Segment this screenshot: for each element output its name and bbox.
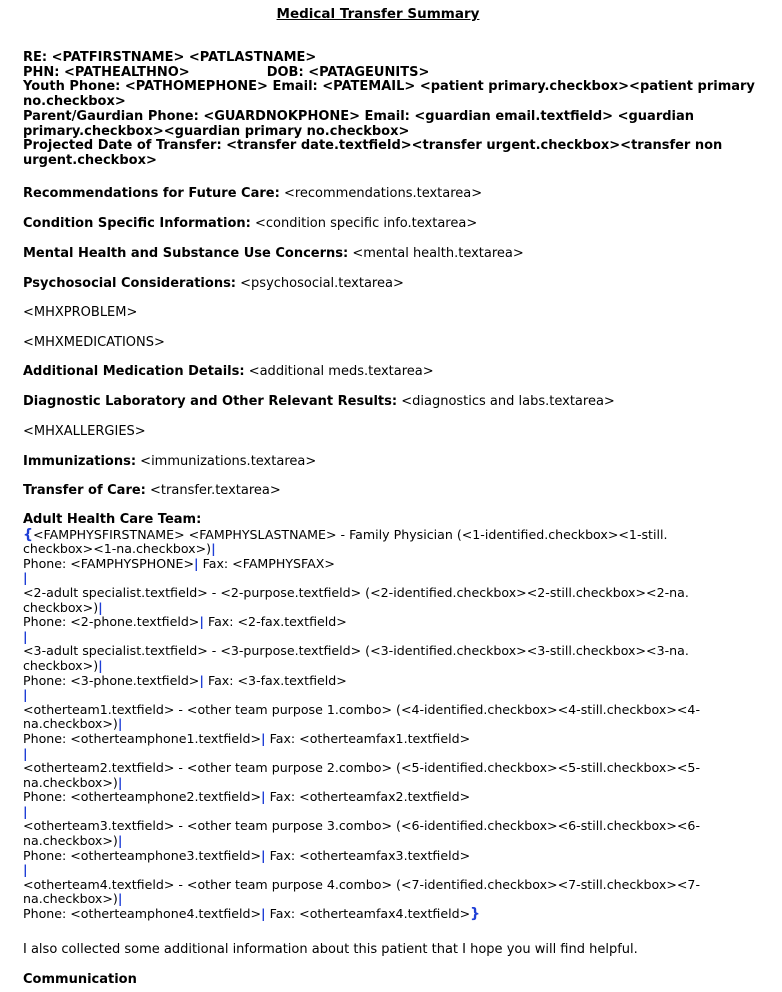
guardian-contact-line: Parent/Gaurdian Phone: <GUARDNOKPHONE> Email: <guardian email.textfield> <guardian primary.checkbox><guardian primary no.checkbox> bbox=[23, 108, 699, 139]
team-member-line-cont bbox=[23, 601, 735, 616]
separator-pipe: | bbox=[261, 906, 266, 922]
separator-line bbox=[23, 571, 735, 586]
team-member-line-cont bbox=[23, 892, 735, 907]
team-member-status: checkbox>) bbox=[23, 657, 99, 673]
section-label: Condition Specific Information: bbox=[23, 216, 251, 231]
team-member-name: <otherteam3.textfield> - <other team purpose 3.combo> (<6-identified.checkbox><6-still.checkbox><6- bbox=[23, 818, 700, 834]
team-member-line bbox=[23, 586, 735, 601]
team-member-line bbox=[23, 761, 735, 776]
section-label: Additional Medication Details: bbox=[23, 364, 245, 379]
section-line bbox=[23, 305, 758, 320]
team-member-contact bbox=[23, 732, 735, 747]
team-member-status: checkbox><1-na.checkbox>) bbox=[23, 541, 212, 557]
re-value: <PATFIRSTNAME> <PATLASTNAME> bbox=[51, 50, 317, 65]
team-member-phone: Phone: <otherteamphone2.textfield> bbox=[23, 789, 262, 805]
section-label: Transfer of Care: bbox=[23, 483, 146, 498]
team-member-phone: Phone: <otherteamphone4.textfield> bbox=[23, 906, 262, 922]
section-placeholder: <recommendations.textarea> bbox=[283, 186, 483, 201]
separator-line bbox=[23, 747, 735, 762]
separator-pipe: | bbox=[199, 672, 204, 688]
team-member-line bbox=[23, 878, 735, 893]
team-member-phone: Phone: <2-phone.textfield> bbox=[23, 614, 200, 630]
youth-contact-line: Youth Phone: <PATHOMEPHONE> Email: <PATEMAIL> <patient primary.checkbox><patient primary no.checkbox> bbox=[23, 79, 760, 110]
team-member-name: <otherteam2.textfield> - <other team purpose 2.combo> (<5-identified.checkbox><5-still.checkbox><5- bbox=[23, 760, 700, 776]
dob-group bbox=[267, 66, 430, 81]
team-member-name: <3-adult specialist.textfield> - <3-purpose.textfield> (<3-identified.checkbox><3-still.checkbox><3-na. bbox=[23, 643, 689, 659]
section-placeholder: <psychosocial.textarea> bbox=[240, 276, 404, 291]
close-brace: } bbox=[470, 906, 481, 923]
team-member-status: na.checkbox>) bbox=[23, 774, 118, 790]
team-member-status: na.checkbox>) bbox=[23, 716, 118, 732]
dob-label: DOB: bbox=[266, 64, 304, 80]
team-member-contact bbox=[23, 907, 735, 922]
team-member-contact bbox=[23, 615, 735, 630]
team-member-line-cont bbox=[23, 659, 735, 674]
phn-dob-line bbox=[23, 66, 758, 81]
separator-line bbox=[23, 805, 735, 820]
separator-pipe: | bbox=[23, 628, 28, 644]
section-label: Psychosocial Considerations: bbox=[23, 276, 237, 291]
document-title: Medical Transfer Summary bbox=[276, 6, 480, 22]
team-member-contact bbox=[23, 557, 735, 572]
team-member-line bbox=[23, 703, 735, 718]
separator-line bbox=[23, 688, 735, 703]
section-line bbox=[23, 186, 758, 201]
closing-paragraph: I also collected some additional information about this patient that I hope you will find helpful. bbox=[23, 942, 638, 957]
team-member-fax: Fax: <3-fax.textfield> bbox=[208, 672, 347, 688]
team-member-line-cont bbox=[23, 717, 735, 732]
team-member-fax: Fax: <otherteamfax3.textfield> bbox=[269, 847, 471, 863]
section-line bbox=[23, 246, 758, 261]
team-member-phone: Phone: <3-phone.textfield> bbox=[23, 672, 200, 688]
care-team-block bbox=[23, 513, 735, 922]
section-line bbox=[23, 483, 758, 498]
team-member-name: <otherteam4.textfield> - <other team purpose 4.combo> (<7-identified.checkbox><7-still.checkbox><7- bbox=[23, 876, 700, 892]
separator-pipe: | bbox=[117, 774, 123, 790]
separator-pipe: | bbox=[23, 803, 28, 819]
section-line bbox=[23, 335, 758, 350]
separator-pipe: | bbox=[199, 614, 204, 630]
separator-pipe: | bbox=[211, 541, 216, 557]
section-line bbox=[23, 394, 758, 409]
separator-pipe: | bbox=[117, 891, 123, 907]
section-line bbox=[23, 454, 758, 469]
team-member-line-cont bbox=[23, 776, 735, 791]
section-line bbox=[23, 364, 758, 379]
team-member-line bbox=[23, 819, 735, 834]
communication-heading: Communication bbox=[23, 972, 137, 987]
section-placeholder: <MHXPROBLEM> bbox=[23, 305, 138, 320]
team-member-name: <2-adult specialist.textfield> - <2-purpose.textfield> (<2-identified.checkbox><2-still.checkbox><2-na. bbox=[23, 584, 689, 600]
separator-pipe: | bbox=[117, 716, 123, 732]
separator-pipe: | bbox=[23, 687, 28, 703]
team-member-fax: Fax: <FAMPHYSFAX> bbox=[202, 555, 335, 571]
care-team-heading: Adult Health Care Team: bbox=[23, 512, 202, 527]
separator-pipe: | bbox=[23, 745, 28, 761]
separator-pipe: | bbox=[98, 599, 103, 615]
separator-pipe: | bbox=[98, 657, 103, 673]
section-placeholder: <additional meds.textarea> bbox=[248, 364, 434, 379]
team-member-name: <otherteam1.textfield> - <other team purpose 1.combo> (<4-identified.checkbox><4-still.checkbox><4- bbox=[23, 701, 700, 717]
team-member-phone: Phone: <FAMPHYSPHONE> bbox=[23, 555, 195, 571]
team-member-line bbox=[23, 644, 735, 659]
phn-label: PHN: bbox=[23, 64, 60, 80]
separator-pipe: | bbox=[117, 833, 123, 849]
section-line bbox=[23, 424, 758, 439]
separator-pipe: | bbox=[23, 862, 28, 878]
team-member-phone: Phone: <otherteamphone3.textfield> bbox=[23, 847, 262, 863]
team-member-line-cont bbox=[23, 542, 735, 557]
team-member-contact bbox=[23, 849, 735, 864]
section-placeholder: <condition specific info.textarea> bbox=[255, 216, 478, 231]
team-member-fax: Fax: <2-fax.textfield> bbox=[208, 614, 347, 630]
section-line bbox=[23, 276, 758, 291]
separator-pipe: | bbox=[261, 847, 266, 863]
section-label: Recommendations for Future Care: bbox=[23, 186, 280, 201]
section-placeholder: <transfer.textarea> bbox=[150, 483, 281, 498]
team-member-status: na.checkbox>) bbox=[23, 891, 118, 907]
re-line bbox=[23, 51, 758, 66]
separator-pipe: | bbox=[23, 570, 28, 586]
team-member-line bbox=[23, 528, 735, 543]
section-line bbox=[23, 216, 758, 231]
team-member-line-cont bbox=[23, 834, 735, 849]
section-label: Immunizations: bbox=[23, 454, 137, 469]
team-member-phone: Phone: <otherteamphone1.textfield> bbox=[23, 730, 262, 746]
separator-pipe: | bbox=[261, 789, 266, 805]
team-member-fax: Fax: <otherteamfax1.textfield> bbox=[269, 730, 471, 746]
team-member-contact bbox=[23, 790, 735, 805]
separator-pipe: | bbox=[194, 555, 199, 571]
team-member-name: <FAMPHYSFIRSTNAME> <FAMPHYSLASTNAME> - Family Physician (<1-identified.checkbox><1-still. bbox=[32, 526, 668, 542]
phn-value: <PATHEALTHNO> bbox=[64, 64, 190, 80]
team-member-status: checkbox>) bbox=[23, 599, 99, 615]
section-placeholder: <diagnostics and labs.textarea> bbox=[401, 394, 615, 409]
team-member-status: na.checkbox>) bbox=[23, 833, 118, 849]
section-placeholder: <MHXALLERGIES> bbox=[23, 424, 146, 439]
section-label: Mental Health and Substance Use Concerns: bbox=[23, 246, 349, 261]
section-label: Diagnostic Laboratory and Other Relevant Results: bbox=[23, 394, 398, 409]
separator-line bbox=[23, 630, 735, 645]
team-member-contact bbox=[23, 674, 735, 689]
dob-value: <PATAGEUNITS> bbox=[308, 64, 430, 80]
section-placeholder: <immunizations.textarea> bbox=[140, 454, 317, 469]
separator-pipe: | bbox=[261, 730, 266, 746]
re-label: RE: bbox=[23, 50, 48, 65]
team-member-fax: Fax: <otherteamfax4.textfield> bbox=[269, 906, 471, 922]
section-placeholder: <MHXMEDICATIONS> bbox=[23, 335, 165, 350]
patient-header bbox=[23, 51, 758, 169]
separator-line bbox=[23, 863, 735, 878]
team-member-fax: Fax: <otherteamfax2.textfield> bbox=[269, 789, 471, 805]
section-placeholder: <mental health.textarea> bbox=[352, 246, 524, 261]
open-brace: { bbox=[23, 526, 33, 543]
transfer-date-line: Projected Date of Transfer: <transfer date.textfield><transfer urgent.checkbox><transfer non urgent.checkbox> bbox=[23, 138, 727, 168]
